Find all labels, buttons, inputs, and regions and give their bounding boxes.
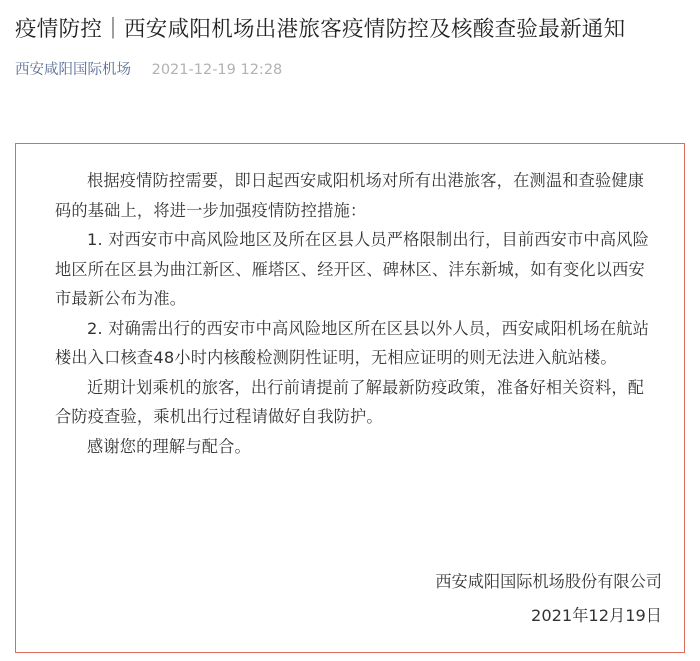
notice-paragraph-item-1: 1. 对西安市中高风险地区及所在区县人员严格限制出行，目前西安市中高风险地区所在区县为曲江新区、雁塔区、经开区、碑林区、沣东新城，如有变化以西安市最新公布为准。 — [55, 230, 649, 308]
account-name-link[interactable]: 西安咸阳国际机场 — [15, 62, 131, 78]
notice-paragraph-intro: 根据疫情防控需要，即日起西安咸阳机场对所有出港旅客，在测温和查验健康码的基础上，将进一步加强疫情防控措施： — [55, 171, 645, 220]
article-meta — [15, 58, 282, 82]
publish-time: 2021-12-19 12:28 — [151, 62, 283, 78]
article-title: 疫情防控｜西安咸阳机场出港旅客疫情防控及核酸查验最新通知 — [15, 17, 626, 42]
notice-box — [15, 143, 685, 653]
signature-company: 西安咸阳国际机场股份有限公司 — [435, 572, 662, 591]
notice-paragraph-item-2: 2. 对确需出行的西安市中高风险地区所在区县以外人员，西安咸阳机场在航站楼出入口核查48小时内核酸检测阴性证明，无相应证明的则无法进入航站楼。 — [55, 318, 649, 367]
notice-body — [55, 166, 653, 461]
signature-date: 2021年12月19日 — [531, 606, 662, 625]
notice-paragraph-advice: 近期计划乘机的旅客，出行前请提前了解最新防疫政策，准备好相关资料，配合防疫查验，乘机出行过程请做好自我防护。 — [55, 377, 645, 426]
notice-paragraph-thanks: 感谢您的理解与配合。 — [87, 436, 251, 456]
